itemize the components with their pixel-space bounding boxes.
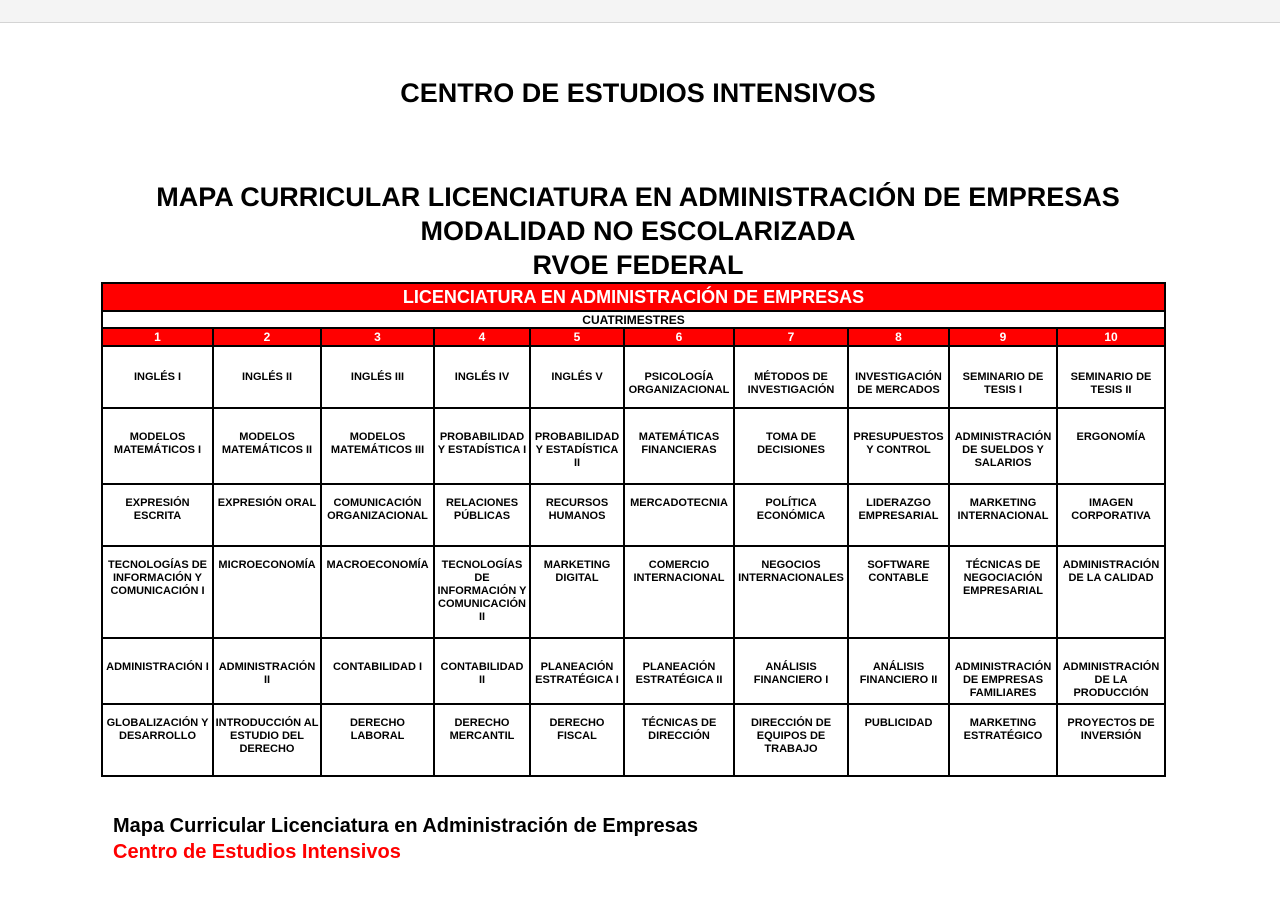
subject-cell: ANÁLISIS FINANCIERO I xyxy=(734,638,848,704)
period-number: 3 xyxy=(321,328,434,346)
subject-cell: ERGONOMÍA xyxy=(1057,408,1165,484)
subject-cell: MARKETING ESTRATÉGICO xyxy=(949,704,1057,776)
subject-cell: TÉCNICAS DE NEGOCIACIÓN EMPRESARIAL xyxy=(949,546,1057,638)
subject-cell: ANÁLISIS FINANCIERO II xyxy=(848,638,949,704)
page-title: CENTRO DE ESTUDIOS INTENSIVOS xyxy=(400,78,876,108)
subject-row xyxy=(102,704,1165,776)
subject-cell: PUBLICIDAD xyxy=(848,704,949,776)
period-number: 9 xyxy=(949,328,1057,346)
subject-cell: ADMINISTRACIÓN DE SUELDOS Y SALARIOS xyxy=(949,408,1057,484)
period-number: 8 xyxy=(848,328,949,346)
subject-cell: MATEMÁTICAS FINANCIERAS xyxy=(624,408,734,484)
subject-cell: TOMA DE DECISIONES xyxy=(734,408,848,484)
curriculum-table xyxy=(101,282,1166,777)
subject-cell: ADMINISTRACIÓN DE LA CALIDAD xyxy=(1057,546,1165,638)
subject-cell: MARKETING INTERNACIONAL xyxy=(949,484,1057,546)
subject-cell: MÉTODOS DE INVESTIGACIÓN xyxy=(734,346,848,408)
subject-cell: EXPRESIÓN ORAL xyxy=(213,484,321,546)
subject-cell: MODELOS MATEMÁTICOS I xyxy=(102,408,213,484)
subject-cell: CONTABILIDAD I xyxy=(321,638,434,704)
subject-cell: ADMINISTRACIÓN DE EMPRESAS FAMILIARES xyxy=(949,638,1057,704)
subject-cell: SEMINARIO DE TESIS I xyxy=(949,346,1057,408)
subject-row xyxy=(102,546,1165,638)
subject-cell: DIRECCIÓN DE EQUIPOS DE TRABAJO xyxy=(734,704,848,776)
subject-cell: PROBABILIDAD Y ESTADÍSTICA I xyxy=(434,408,530,484)
period-label: CUATRIMESTRES xyxy=(102,311,1165,328)
subject-cell: PROYECTOS DE INVERSIÓN xyxy=(1057,704,1165,776)
subject-cell: COMUNICACIÓN ORGANIZACIONAL xyxy=(321,484,434,546)
subject-cell: DERECHO MERCANTIL xyxy=(434,704,530,776)
period-number: 6 xyxy=(624,328,734,346)
period-number: 2 xyxy=(213,328,321,346)
subject-cell: PROBABILIDAD Y ESTADÍSTICA II xyxy=(530,408,624,484)
subject-cell: EXPRESIÓN ESCRITA xyxy=(102,484,213,546)
subject-row xyxy=(102,638,1165,704)
subject-cell: CONTABILIDAD II xyxy=(434,638,530,704)
program-band: LICENCIATURA EN ADMINISTRACIÓN DE EMPRESAS xyxy=(102,283,1165,311)
subject-row xyxy=(102,408,1165,484)
period-number: 7 xyxy=(734,328,848,346)
subject-cell: ADMINISTRACIÓN I xyxy=(102,638,213,704)
subject-row xyxy=(102,484,1165,546)
subject-cell: MICROECONOMÍA xyxy=(213,546,321,638)
subject-cell: MERCADOTECNIA xyxy=(624,484,734,546)
subject-cell: MODELOS MATEMÁTICOS II xyxy=(213,408,321,484)
period-number: 1 xyxy=(102,328,213,346)
subject-cell: POLÍTICA ECONÓMICA xyxy=(734,484,848,546)
period-number: 5 xyxy=(530,328,624,346)
subject-cell: GLOBALIZACIÓN Y DESARROLLO xyxy=(102,704,213,776)
subject-cell: ADMINISTRACIÓN DE LA PRODUCCIÓN xyxy=(1057,638,1165,704)
subject-cell: DERECHO FISCAL xyxy=(530,704,624,776)
period-number-row xyxy=(102,328,1165,346)
period-number: 4 xyxy=(434,328,530,346)
subject-cell: LIDERAZGO EMPRESARIAL xyxy=(848,484,949,546)
subject-cell: PLANEACIÓN ESTRATÉGICA II xyxy=(624,638,734,704)
subject-cell: PSICOLOGÍA ORGANIZACIONAL xyxy=(624,346,734,408)
subject-cell: TECNOLOGÍAS DE INFORMACIÓN Y COMUNICACIÓN II xyxy=(434,546,530,638)
subtitle-line: RVOE FEDERAL xyxy=(532,250,744,280)
subject-cell: MODELOS MATEMÁTICOS III xyxy=(321,408,434,484)
subject-cell: INGLÉS V xyxy=(530,346,624,408)
subtitle-line: MAPA CURRICULAR LICENCIATURA EN ADMINISTRACIÓN DE EMPRESAS xyxy=(156,182,1120,212)
subject-cell: INGLÉS II xyxy=(213,346,321,408)
subject-cell: MACROECONOMÍA xyxy=(321,546,434,638)
footer-institution: Centro de Estudios Intensivos xyxy=(113,841,401,863)
subject-cell: DERECHO LABORAL xyxy=(321,704,434,776)
period-number: 10 xyxy=(1057,328,1165,346)
page-subtitle xyxy=(0,180,1276,282)
subject-row xyxy=(102,346,1165,408)
subject-cell: ADMINISTRACIÓN II xyxy=(213,638,321,704)
subject-cell: NEGOCIOS INTERNACIONALES xyxy=(734,546,848,638)
subject-cell: INGLÉS III xyxy=(321,346,434,408)
browser-top-bar xyxy=(0,0,1280,23)
subject-cell: INGLÉS IV xyxy=(434,346,530,408)
footer-caption: Mapa Curricular Licenciatura en Administración de Empresas xyxy=(113,815,698,837)
subject-cell: SEMINARIO DE TESIS II xyxy=(1057,346,1165,408)
subtitle-line: MODALIDAD NO ESCOLARIZADA xyxy=(420,216,856,246)
subject-cell: PRESUPUESTOS Y CONTROL xyxy=(848,408,949,484)
subject-cell: INVESTIGACIÓN DE MERCADOS xyxy=(848,346,949,408)
subject-cell: INTRODUCCIÓN AL ESTUDIO DEL DERECHO xyxy=(213,704,321,776)
subject-cell: SOFTWARE CONTABLE xyxy=(848,546,949,638)
subject-cell: MARKETING DIGITAL xyxy=(530,546,624,638)
subject-cell: RELACIONES PÚBLICAS xyxy=(434,484,530,546)
subject-cell: INGLÉS I xyxy=(102,346,213,408)
subject-cell: RECURSOS HUMANOS xyxy=(530,484,624,546)
curriculum-grid-body xyxy=(102,346,1165,776)
subject-cell: IMAGEN CORPORATIVA xyxy=(1057,484,1165,546)
subject-cell: PLANEACIÓN ESTRATÉGICA I xyxy=(530,638,624,704)
subject-cell: COMERCIO INTERNACIONAL xyxy=(624,546,734,638)
subject-cell: TÉCNICAS DE DIRECCIÓN xyxy=(624,704,734,776)
subject-cell: TECNOLOGÍAS DE INFORMACIÓN Y COMUNICACIÓN I xyxy=(102,546,213,638)
